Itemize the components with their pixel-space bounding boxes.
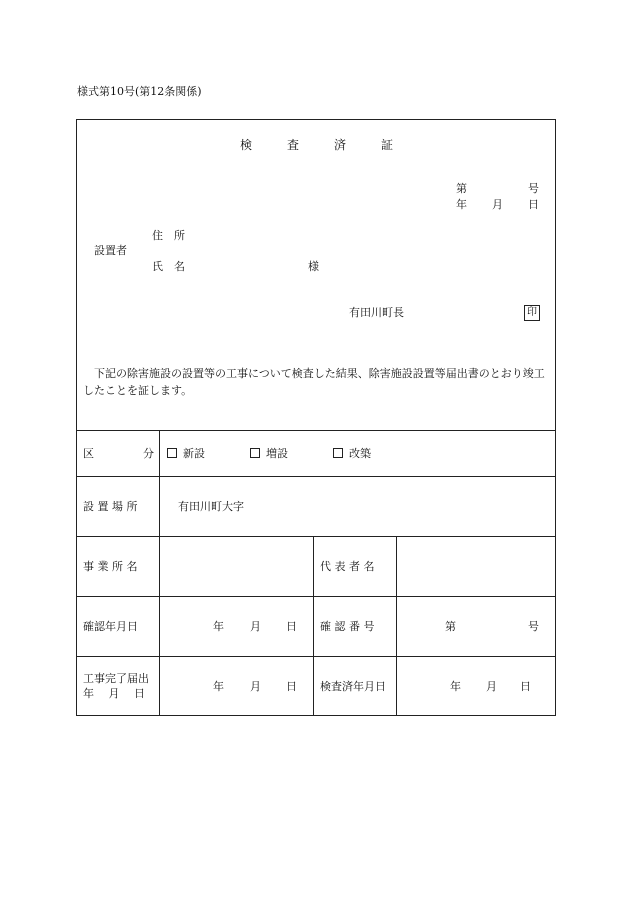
completion-label-line1: 工事完了届出 — [83, 672, 149, 685]
row-divider — [76, 596, 556, 597]
number-suffix: 号 — [528, 182, 539, 195]
option-renovation[interactable] — [333, 447, 371, 461]
issue-month: 月 — [492, 198, 503, 211]
row-divider — [76, 536, 556, 537]
confirm-day: 日 — [286, 620, 297, 633]
certificate-frame — [76, 119, 556, 716]
option-label: 改築 — [349, 447, 371, 460]
col-divider — [396, 536, 397, 716]
completion-year: 年 — [213, 680, 224, 693]
seal-stamp: 印 — [524, 305, 540, 321]
title-char: 査 — [287, 138, 300, 152]
checkbox-icon[interactable] — [167, 448, 177, 458]
title-char: 証 — [381, 138, 394, 152]
completion-day: 日 — [286, 680, 297, 693]
checkbox-icon[interactable] — [250, 448, 260, 458]
row-divider — [76, 476, 556, 477]
location-label: 設 置 場 所 — [83, 500, 138, 513]
inspection-day: 日 — [520, 680, 531, 693]
table-top-border — [76, 430, 556, 431]
checkbox-icon[interactable] — [333, 448, 343, 458]
office-name-label: 事 業 所 名 — [83, 560, 138, 573]
inspection-month: 月 — [486, 680, 497, 693]
inspection-date-label: 検査済年月日 — [320, 680, 386, 693]
confirm-number-label: 確 認 番 号 — [320, 620, 375, 633]
name-label: 氏 名 — [152, 260, 185, 273]
completion-month: 月 — [250, 680, 261, 693]
col-divider — [159, 430, 160, 716]
option-label: 増設 — [266, 447, 288, 460]
confirm-date-label: 確認年月日 — [83, 620, 138, 633]
row-divider — [76, 656, 556, 657]
category-label-a: 区 — [83, 447, 94, 460]
confirm-number-prefix: 第 — [445, 620, 456, 633]
option-new[interactable] — [167, 447, 205, 461]
number-prefix: 第 — [456, 182, 467, 195]
completion-label-line2: 年 月 日 — [83, 687, 145, 700]
confirm-month: 月 — [250, 620, 261, 633]
confirm-year: 年 — [213, 620, 224, 633]
form-number-label: 様式第10号(第12条関係) — [77, 85, 202, 98]
confirm-number-suffix: 号 — [528, 620, 539, 633]
col-divider — [313, 536, 314, 716]
location-value: 有田川町大字 — [178, 500, 244, 513]
title-char: 済 — [334, 138, 347, 152]
option-label: 新設 — [183, 447, 205, 460]
issue-year: 年 — [456, 198, 467, 211]
representative-label: 代 表 者 名 — [320, 560, 375, 573]
honorific: 様 — [308, 260, 319, 273]
address-label: 住 所 — [152, 229, 185, 242]
category-label-b: 分 — [143, 447, 154, 460]
inspection-year: 年 — [450, 680, 461, 693]
certification-statement: 下記の除害施設の設置等の工事について検査した結果、除害施設設置等届出書のとおり竣工したことを証します。 — [83, 367, 545, 397]
mayor-title: 有田川町長 — [349, 306, 404, 319]
option-expansion[interactable] — [250, 447, 288, 461]
installer-label: 設置者 — [94, 244, 127, 257]
title-char: 検 — [240, 138, 253, 152]
issue-day: 日 — [528, 198, 539, 211]
